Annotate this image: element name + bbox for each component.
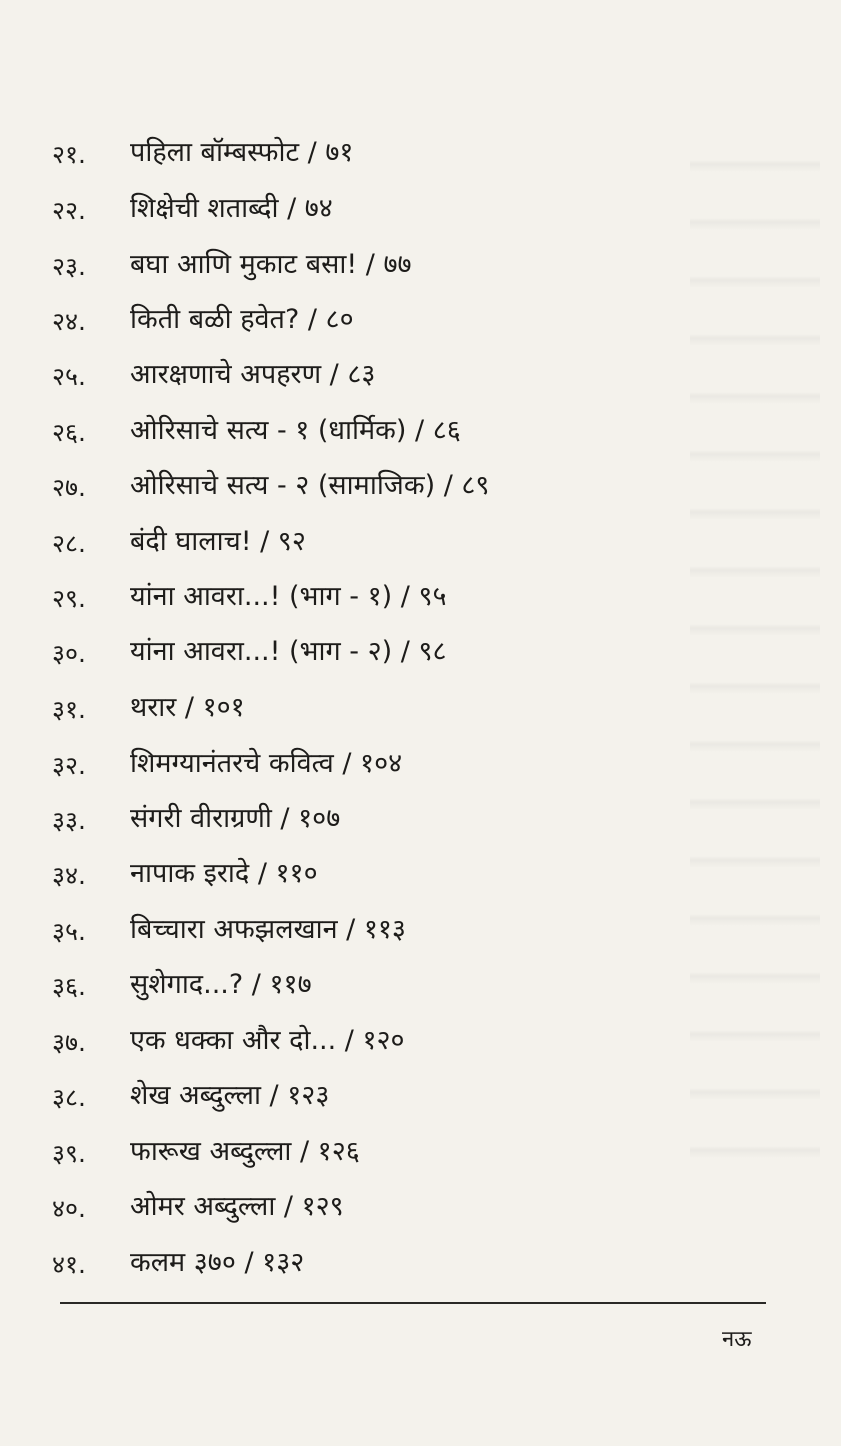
toc-entry-title: कलम ३७० / १३२ [130, 1247, 305, 1278]
toc-entry-number: २६. [52, 418, 86, 447]
toc-entry-number: ३९. [52, 1139, 86, 1168]
toc-entry [0, 801, 760, 841]
toc-entry-title: नापाक इरादे / ११० [130, 858, 318, 889]
toc-entry [0, 856, 760, 896]
toc-entry-title: यांना आवरा...! (भाग - २) / ९८ [130, 636, 447, 667]
toc-entry [0, 302, 760, 342]
toc-entry-number: ३८. [52, 1083, 86, 1112]
toc-entry-title: शेख अब्दुल्ला / १२३ [130, 1080, 330, 1111]
toc-entry-title: शिमग्यानंतरचे कवित्व / १०४ [130, 748, 403, 779]
footer-rule [60, 1302, 766, 1304]
toc-entry-number: २४. [52, 307, 86, 336]
toc-entry-number: ३१. [52, 695, 86, 724]
toc-entry [0, 634, 760, 674]
toc-entry [0, 1078, 760, 1118]
toc-entry [0, 357, 760, 397]
toc-entry [0, 468, 760, 508]
toc-entry-title: ओरिसाचे सत्य - २ (सामाजिक) / ८९ [130, 470, 490, 501]
toc-entry [0, 247, 760, 287]
toc-entry-number: २३. [52, 252, 86, 281]
toc-entry [0, 191, 760, 231]
toc-entry-title: बिच्चारा अफझलखान / ११३ [130, 914, 406, 945]
toc-entry-number: ३४. [52, 861, 86, 890]
toc-entry-number: ४०. [52, 1194, 86, 1223]
toc-entry-title: सुशेगाद...? / ११७ [130, 969, 312, 1000]
toc-entry-title: यांना आवरा...! (भाग - १) / ९५ [130, 581, 447, 612]
toc-entry [0, 413, 760, 453]
toc-entry [0, 1189, 760, 1229]
toc-entry-number: ३०. [52, 639, 86, 668]
toc-entry-title: एक धक्का और दो... / १२० [130, 1025, 405, 1056]
toc-entry-number: २२. [52, 196, 86, 225]
toc-entry [0, 690, 760, 730]
toc-entry-number: ३७. [52, 1028, 86, 1057]
toc-entry [0, 135, 760, 175]
toc-entry-title: ओमर अब्दुल्ला / १२९ [130, 1191, 344, 1222]
toc-entry [0, 524, 760, 564]
toc-entry-number: २९. [52, 584, 86, 613]
toc-entry-title: संगरी वीराग्रणी / १०७ [130, 803, 341, 834]
toc-entry-title: ओरिसाचे सत्य - १ (धार्मिक) / ८६ [130, 415, 461, 446]
toc-entry [0, 1134, 760, 1174]
toc-entry-title: फारूख अब्दुल्ला / १२६ [130, 1136, 360, 1167]
toc-entry-number: ४१. [52, 1250, 86, 1279]
toc-entry-number: ३२. [52, 751, 86, 780]
toc-entry-number: ३५. [52, 917, 86, 946]
toc-entry-title: थरार / १०१ [130, 692, 245, 723]
toc-entry [0, 1023, 760, 1063]
toc-entry [0, 912, 760, 952]
toc-entry-title: आरक्षणाचे अपहरण / ८३ [130, 359, 376, 390]
toc-entry [0, 746, 760, 786]
toc-entry-title: पहिला बॉम्बस्फोट / ७१ [130, 137, 354, 168]
toc-entry-number: ३३. [52, 806, 86, 835]
toc-entry-number: २१. [52, 140, 86, 169]
toc-entry-number: २७. [52, 473, 86, 502]
toc-entry-number: २८. [52, 529, 86, 558]
toc-entry-number: ३६. [52, 972, 86, 1001]
toc-entry-number: २५. [52, 362, 86, 391]
toc-entry-title: बघा आणि मुकाट बसा! / ७७ [130, 249, 412, 280]
toc-entry-title: शिक्षेची शताब्दी / ७४ [130, 193, 333, 224]
toc-entry [0, 579, 760, 619]
page-number: नऊ [722, 1327, 752, 1352]
toc-entry-title: किती बळी हवेत? / ८० [130, 304, 354, 335]
toc-entry-title: बंदी घालाच! / ९२ [130, 526, 306, 557]
toc-entry [0, 967, 760, 1007]
toc-entry [0, 1245, 760, 1285]
